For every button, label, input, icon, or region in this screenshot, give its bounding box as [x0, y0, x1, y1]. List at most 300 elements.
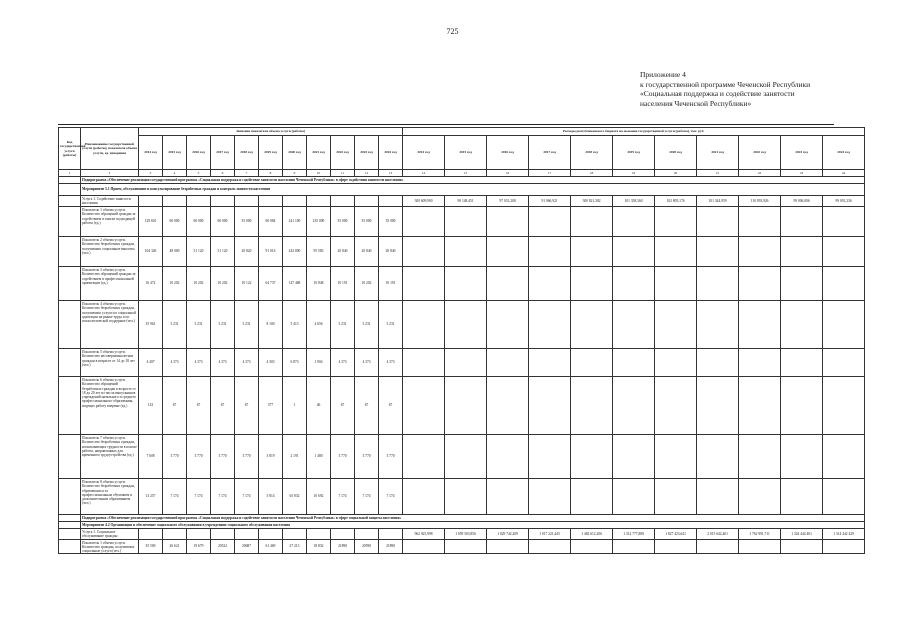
service-row	[59, 529, 865, 540]
column-index: 11	[331, 170, 355, 177]
empty-cell	[781, 237, 823, 267]
indicator-value: 3 770	[211, 435, 235, 479]
indicator-value: 7 174	[379, 479, 403, 515]
indicator-value: 67	[187, 377, 211, 435]
empty-cell	[739, 237, 781, 267]
empty-cell	[59, 435, 81, 479]
empty-cell	[59, 515, 81, 522]
empty-cell	[655, 435, 697, 479]
empty-cell	[59, 207, 81, 237]
empty-cell	[571, 267, 613, 301]
empty-cell	[697, 479, 739, 515]
empty-cell	[613, 479, 655, 515]
empty-cell	[403, 479, 445, 515]
empty-cell	[571, 207, 613, 237]
empty-cell	[487, 237, 529, 267]
empty-cell	[59, 529, 81, 540]
indicator-value: 60 000	[211, 207, 235, 237]
indicator-value: 10 122	[235, 267, 259, 301]
empty-cell	[379, 529, 403, 540]
cost-value: 1 059 503,856	[445, 529, 487, 540]
cost-value: 91 066,921	[529, 196, 571, 207]
year-header: 2022 год	[331, 136, 355, 170]
column-index: 24	[823, 170, 865, 177]
year-header: 2019 год	[613, 136, 655, 170]
year-header: 2018 год	[571, 136, 613, 170]
indicator-value: 243 000	[283, 237, 307, 267]
empty-cell	[823, 349, 865, 377]
empty-cell	[487, 301, 529, 349]
indicator-value: 20 840	[331, 237, 355, 267]
empty-cell	[529, 207, 571, 237]
measure-row	[59, 522, 865, 529]
indicator-value: 143	[139, 377, 163, 435]
empty-cell	[163, 196, 187, 207]
year-header: 2020 год	[655, 136, 697, 170]
service-label: Услуга 1. Социальное обслуживание граждан	[81, 529, 139, 540]
indicator-value: 6 873	[283, 349, 307, 377]
year-header: 2017 год	[529, 136, 571, 170]
indicator-value: 21890	[379, 539, 403, 554]
year-header: 2021 год	[697, 136, 739, 170]
empty-cell	[59, 184, 81, 196]
empty-cell	[487, 207, 529, 237]
empty-cell	[445, 377, 487, 435]
indicator-row	[59, 435, 865, 479]
column-index-row	[59, 170, 865, 177]
appendix-header	[640, 70, 810, 108]
indicator-label: Показатель 1 объема услуги. Количество обращений граждан за содействием в поиске подходящей работы (ед.)	[81, 207, 139, 237]
empty-cell	[355, 196, 379, 207]
header-code: Код государственной услуги (работы)	[59, 128, 81, 170]
year-header: 2018 год	[235, 136, 259, 170]
empty-cell	[739, 479, 781, 515]
indicator-value: 4 303	[259, 349, 283, 377]
indicator-label: Показатель 6 объема услуги. Количество обращений безработных граждан в возрасте от 18 до 20 лет из числа выпускников учреждений начального и среднего профессионального образования, ищущих работу впервые (ед.)	[81, 377, 139, 435]
cost-value: 300 609,900	[403, 196, 445, 207]
year-header: 2016 год	[187, 136, 211, 170]
indicator-value: 10 692	[307, 479, 331, 515]
cost-value: 99 091,236	[823, 196, 865, 207]
cost-value: 90 148,451	[445, 196, 487, 207]
indicator-value: 20 820	[235, 237, 259, 267]
empty-cell	[211, 196, 235, 207]
column-index: 12	[355, 170, 379, 177]
indicator-value: 60 000	[163, 207, 187, 237]
cost-value: 99 006,006	[781, 196, 823, 207]
top-rule	[58, 124, 834, 125]
indicator-value: 35 961	[139, 301, 163, 349]
empty-cell	[571, 377, 613, 435]
indicator-value: 3 770	[331, 435, 355, 479]
indicator-value: 3 231	[379, 301, 403, 349]
column-index: 20	[655, 170, 697, 177]
empty-cell	[235, 529, 259, 540]
empty-cell	[697, 237, 739, 267]
indicator-value: 1 904	[307, 349, 331, 377]
column-index: 7	[235, 170, 259, 177]
empty-cell	[403, 237, 445, 267]
indicator-value: 8 100	[259, 301, 283, 349]
cost-value: 1 029 742,209	[487, 529, 529, 540]
column-index: 18	[571, 170, 613, 177]
empty-cell	[529, 349, 571, 377]
empty-cell	[59, 196, 81, 207]
indicator-value: 67	[235, 377, 259, 435]
indicator-value: 64 737	[259, 267, 283, 301]
indicator-label: Показатель 8 объема услуги. Количество безработных граждан, обратившихся за профессиональным обучением и дополнительным образованием (чел.)	[81, 479, 139, 515]
year-header: 2024 год	[823, 136, 865, 170]
year-header: 2014 год	[403, 136, 445, 170]
indicator-value: 7 608	[139, 435, 163, 479]
empty-cell	[403, 267, 445, 301]
indicator-value: 3 770	[235, 435, 259, 479]
empty-cell	[445, 301, 487, 349]
empty-cell	[403, 539, 445, 554]
empty-cell	[163, 529, 187, 540]
empty-cell	[211, 529, 235, 540]
expenditure-table	[58, 127, 865, 554]
indicator-value: 61 469	[259, 539, 283, 554]
column-index: 1	[59, 170, 81, 177]
empty-cell	[739, 301, 781, 349]
indicator-value: 3 231	[187, 301, 211, 349]
indicator-value: 10 202	[211, 267, 235, 301]
empty-cell	[487, 539, 529, 554]
column-index: 19	[613, 170, 655, 177]
indicator-value: 1 480	[307, 435, 331, 479]
empty-cell	[613, 435, 655, 479]
year-header: 2021 год	[307, 136, 331, 170]
indicator-value: 60 000	[187, 207, 211, 237]
indicator-value: 95 583	[307, 237, 331, 267]
empty-cell	[781, 435, 823, 479]
indicator-value: 3 819	[259, 435, 283, 479]
indicator-value: 10 202	[355, 267, 379, 301]
header-group-costs: Расходы республиканского бюджета на оказание государственной услуги (работы), тыс. руб.	[403, 128, 865, 136]
service-label: Услуга 1. Содействие занятости населения	[81, 196, 139, 207]
indicator-row	[59, 479, 865, 515]
empty-cell	[823, 539, 865, 554]
empty-cell	[781, 301, 823, 349]
indicator-value: 67	[379, 377, 403, 435]
column-index: 17	[529, 170, 571, 177]
empty-cell	[571, 435, 613, 479]
appendix-line: «Социальная поддержка и содействие занятости	[640, 89, 795, 98]
indicator-value: 3 770	[187, 435, 211, 479]
empty-cell	[655, 237, 697, 267]
column-index: 15	[445, 170, 487, 177]
empty-cell	[655, 479, 697, 515]
indicator-value: 5 413	[283, 301, 307, 349]
empty-cell	[445, 539, 487, 554]
cost-value: 101 344,959	[697, 196, 739, 207]
empty-cell	[739, 349, 781, 377]
indicator-label: Показатель 4 объема услуги. Количество безработных граждан, получивших услуги по социальной адаптации на рынке труда и по психологической поддержке (чел.)	[81, 301, 139, 349]
empty-cell	[823, 377, 865, 435]
empty-cell	[613, 539, 655, 554]
empty-cell	[655, 207, 697, 237]
indicator-value: 18 832	[307, 539, 331, 554]
empty-cell	[307, 529, 331, 540]
empty-cell	[139, 196, 163, 207]
measure-title: Мероприятие 4.2 Организация и обеспечение социального обслуживания в учреждениях социального обслуживания населения	[81, 522, 865, 529]
appendix-line: Приложение 4	[640, 70, 686, 79]
empty-cell	[781, 349, 823, 377]
empty-cell	[59, 177, 81, 184]
indicator-value: 3 231	[355, 301, 379, 349]
indicator-value: 35 000	[235, 207, 259, 237]
empty-cell	[823, 237, 865, 267]
empty-cell	[355, 529, 379, 540]
indicator-value: 235 000	[307, 207, 331, 237]
year-header: 2019 год	[259, 136, 283, 170]
empty-cell	[697, 377, 739, 435]
cost-value: 1 324 444 401	[781, 529, 823, 540]
indicator-label: Показатель 3 объема услуги. Количество обращений граждан за содействием в профессиональной ориентации (ед.)	[81, 267, 139, 301]
indicator-value: 19 679	[187, 539, 211, 554]
empty-cell	[445, 435, 487, 479]
empty-cell	[655, 539, 697, 554]
empty-cell	[487, 435, 529, 479]
cost-value: 1 482 612,206	[571, 529, 613, 540]
column-index: 14	[403, 170, 445, 177]
empty-cell	[187, 196, 211, 207]
column-index: 10	[307, 170, 331, 177]
empty-cell	[187, 529, 211, 540]
indicator-value: 147 468	[283, 267, 307, 301]
empty-cell	[283, 196, 307, 207]
empty-cell	[445, 207, 487, 237]
cost-value: 110 093,926	[739, 196, 781, 207]
empty-cell	[445, 479, 487, 515]
empty-cell	[697, 207, 739, 237]
empty-cell	[529, 267, 571, 301]
indicator-value: 51 120	[187, 237, 211, 267]
cost-value: 962 025,998	[403, 529, 445, 540]
section-row	[59, 515, 865, 522]
indicator-value: 35 000	[331, 207, 355, 237]
empty-cell	[529, 377, 571, 435]
empty-cell	[59, 479, 81, 515]
empty-cell	[259, 529, 283, 540]
empty-cell	[697, 349, 739, 377]
indicator-value: 3 231	[235, 301, 259, 349]
indicator-value: 4 373	[379, 349, 403, 377]
empty-cell	[445, 237, 487, 267]
empty-cell	[613, 301, 655, 349]
empty-cell	[403, 301, 445, 349]
service-row	[59, 196, 865, 207]
empty-cell	[571, 237, 613, 267]
indicator-value: 35 000	[379, 207, 403, 237]
empty-cell	[59, 301, 81, 349]
empty-cell	[487, 377, 529, 435]
indicator-value: 60 084	[259, 207, 283, 237]
appendix-line: к государственной программе Чеченской Республики	[640, 79, 811, 89]
indicator-value: 3 231	[163, 301, 187, 349]
indicator-value: 10 191	[379, 267, 403, 301]
cost-value: 2 015 642,461	[697, 529, 739, 540]
indicator-value: 67	[355, 377, 379, 435]
indicator-value: 7 174	[211, 479, 235, 515]
column-index: 8	[259, 170, 283, 177]
empty-cell	[781, 539, 823, 554]
empty-cell	[613, 267, 655, 301]
indicator-label: Показатель 7 объема услуги. Количество безработных граждан, испытывающих трудности в поиске работы, направленных для временного трудоустройства (ед.)	[81, 435, 139, 479]
empty-cell	[379, 196, 403, 207]
indicator-value: 10 202	[187, 267, 211, 301]
indicator-value: 67	[163, 377, 187, 435]
column-index: 9	[283, 170, 307, 177]
indicator-value: 67	[331, 377, 355, 435]
indicator-value: 4 373	[235, 349, 259, 377]
indicator-row	[59, 349, 865, 377]
indicator-value: 67	[211, 377, 235, 435]
header-name: Наименование государственной услуги (работы), показателя объема услуги, ед. измерения	[81, 128, 139, 170]
empty-cell	[571, 539, 613, 554]
column-index: 13	[379, 170, 403, 177]
empty-cell	[823, 301, 865, 349]
column-index: 16	[487, 170, 529, 177]
indicator-value: 10 848	[307, 267, 331, 301]
column-index: 21	[697, 170, 739, 177]
indicator-value: 46	[307, 377, 331, 435]
section-title: Подпрограмма «Обеспечение реализации государственной программы «Социальная поддержка и содействие занятости населения Чеченской Республики» в сфере социальной защиты населения»	[81, 515, 865, 522]
empty-cell	[655, 301, 697, 349]
empty-cell	[59, 237, 81, 267]
indicator-value: 35 000	[355, 207, 379, 237]
indicator-value: 2 191	[283, 435, 307, 479]
empty-cell	[59, 539, 81, 554]
empty-cell	[823, 479, 865, 515]
indicator-value: 51 120	[211, 237, 235, 267]
indicator-value: 20590	[355, 539, 379, 554]
empty-cell	[59, 349, 81, 377]
indicator-label: Показатель 2 объема услуги. Количество безработных граждан, получивших социальные выплаты (чел.)	[81, 237, 139, 267]
indicator-value: 7 174	[355, 479, 379, 515]
indicator-value: 4 373	[163, 349, 187, 377]
section-row	[59, 177, 865, 184]
indicator-value: 10 202	[163, 267, 187, 301]
empty-cell	[403, 349, 445, 377]
year-header: 2015 год	[445, 136, 487, 170]
empty-cell	[571, 301, 613, 349]
indicator-row	[59, 301, 865, 349]
empty-cell	[445, 349, 487, 377]
indicator-value: 5 814	[259, 479, 283, 515]
cost-value: 1 762 991,711	[739, 529, 781, 540]
empty-cell	[697, 435, 739, 479]
indicator-value: 7 174	[187, 479, 211, 515]
empty-cell	[613, 237, 655, 267]
indicator-value: 16 472	[139, 267, 163, 301]
empty-cell	[59, 267, 81, 301]
indicator-value: 7 174	[163, 479, 187, 515]
cost-value: 300 821,382	[571, 196, 613, 207]
year-header: 2023 год	[355, 136, 379, 170]
column-index: 6	[211, 170, 235, 177]
empty-cell	[259, 196, 283, 207]
indicator-value: 4 373	[187, 349, 211, 377]
indicator-value: 129 601	[139, 207, 163, 237]
indicator-value: 3 770	[379, 435, 403, 479]
indicator-value: 3 770	[163, 435, 187, 479]
year-header: 2020 год	[283, 136, 307, 170]
cost-value: 97 031,208	[487, 196, 529, 207]
indicator-label: Показатель 5 объема услуги. Количество несовершеннолетних граждан в возрасте от 14 до 18 лет (чел.)	[81, 349, 139, 377]
empty-cell	[403, 435, 445, 479]
column-index: 23	[781, 170, 823, 177]
empty-cell	[403, 377, 445, 435]
empty-cell	[655, 267, 697, 301]
empty-cell	[59, 522, 81, 529]
indicator-row	[59, 539, 865, 554]
year-header: 2024 год	[379, 136, 403, 170]
indicator-value: 7 174	[235, 479, 259, 515]
indicator-value: 27 213	[283, 539, 307, 554]
empty-cell	[571, 349, 613, 377]
empty-cell	[487, 267, 529, 301]
empty-cell	[655, 377, 697, 435]
empty-cell	[613, 349, 655, 377]
empty-cell	[235, 196, 259, 207]
indicator-value: 4 373	[211, 349, 235, 377]
indicator-value: 377	[259, 377, 283, 435]
empty-cell	[823, 207, 865, 237]
column-index: 4	[163, 170, 187, 177]
empty-cell	[697, 267, 739, 301]
indicator-value: 241 100	[283, 207, 307, 237]
cost-value: 1 827 423,641	[655, 529, 697, 540]
indicator-value: 13 257	[139, 479, 163, 515]
indicator-value: 10 191	[331, 267, 355, 301]
empty-cell	[529, 301, 571, 349]
empty-cell	[307, 196, 331, 207]
empty-cell	[59, 377, 81, 435]
column-index: 3	[139, 170, 163, 177]
empty-cell	[529, 435, 571, 479]
empty-cell	[739, 267, 781, 301]
indicator-row	[59, 237, 865, 267]
column-index: 5	[187, 170, 211, 177]
indicator-label: Показатель 1 объема услуги. Количество граждан, получивших социальные услуги (чел.)	[81, 539, 139, 554]
cost-value: 101 338,360	[613, 196, 655, 207]
empty-cell	[781, 479, 823, 515]
empty-cell	[283, 529, 307, 540]
year-header: 2014 год	[139, 136, 163, 170]
indicator-value: 48 000	[163, 237, 187, 267]
indicator-value: 20 840	[355, 237, 379, 267]
indicator-row	[59, 207, 865, 237]
column-index: 2	[81, 170, 139, 177]
indicator-value: 65 832	[283, 479, 307, 515]
empty-cell	[739, 539, 781, 554]
empty-cell	[331, 529, 355, 540]
empty-cell	[781, 207, 823, 237]
empty-cell	[739, 207, 781, 237]
empty-cell	[487, 349, 529, 377]
indicator-value: 3 231	[211, 301, 235, 349]
indicator-value: 4 407	[139, 349, 163, 377]
cost-value: 1 312 777,808	[613, 529, 655, 540]
appendix-line: населения Чеченской Республики»	[640, 98, 752, 108]
indicator-value: 3 770	[355, 435, 379, 479]
empty-cell	[697, 301, 739, 349]
measure-row	[59, 184, 865, 196]
indicator-value: 20522	[211, 539, 235, 554]
indicator-value: 4 656	[307, 301, 331, 349]
